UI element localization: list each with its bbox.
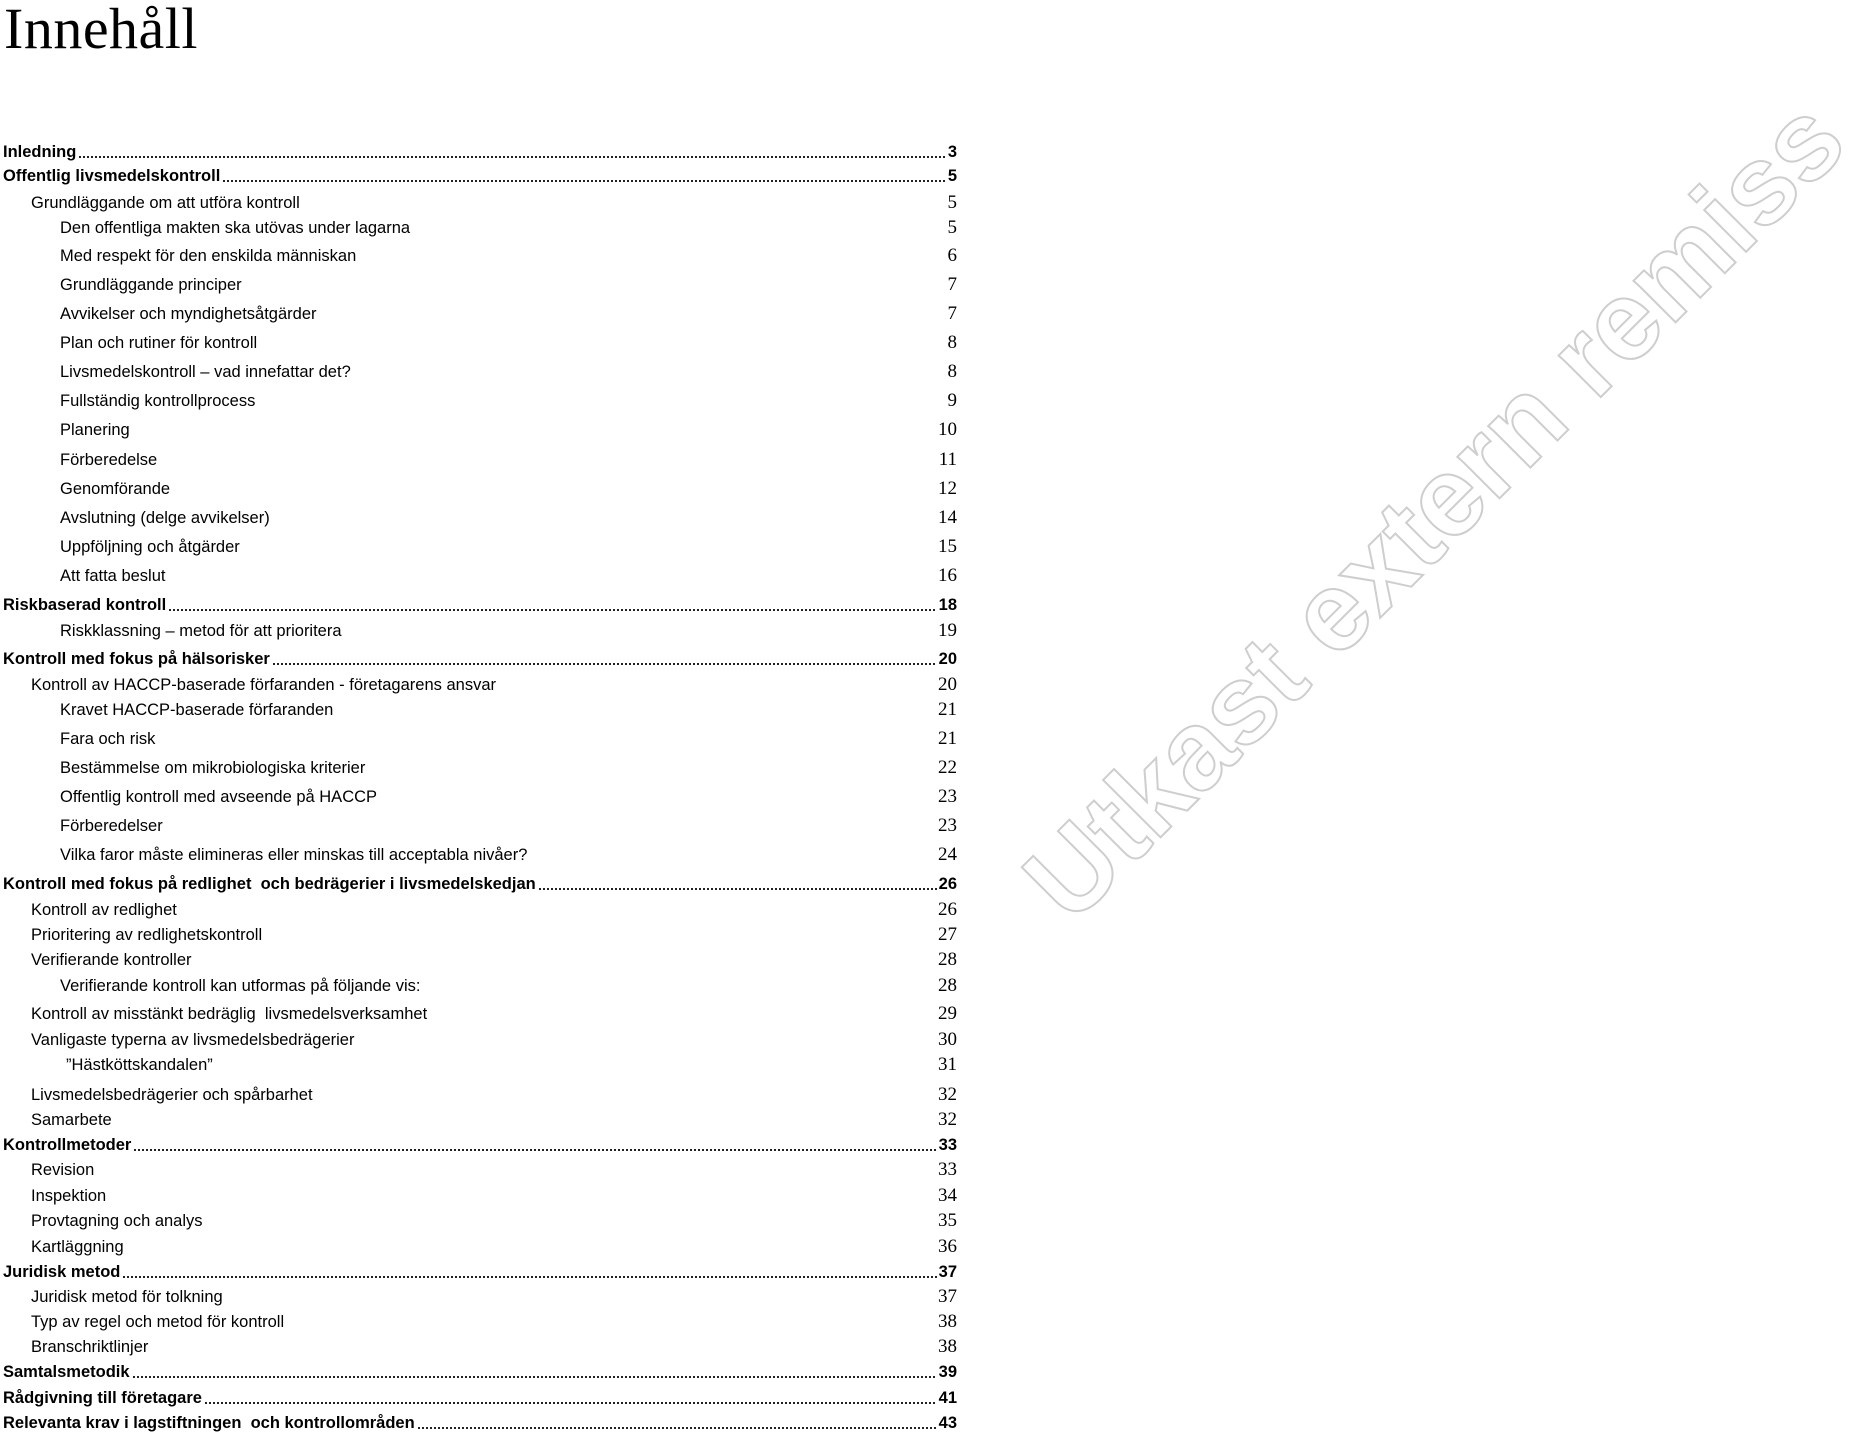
toc-entry[interactable]: [0, 1310, 960, 1334]
toc-entry-title: Prioritering av redlighetskontroll: [31, 926, 263, 944]
toc-entry-page-number: 26: [938, 875, 957, 893]
toc-entry[interactable]: [0, 1028, 960, 1052]
toc-entry[interactable]: [0, 1158, 960, 1182]
toc-entry-page-number: 24: [938, 844, 957, 865]
toc-entry[interactable]: [0, 1260, 960, 1284]
toc-entry-page-number: 12: [938, 478, 957, 499]
toc-entry-page-number: 37: [938, 1263, 957, 1281]
toc-entry-title: Fullständig kontrollprocess: [60, 392, 256, 410]
toc-entry-title: Riskklassning – metod för att prioritera: [60, 622, 342, 640]
toc-entry-title: Juridisk metod: [3, 1263, 121, 1281]
toc-entry-title: Provtagning och analys: [31, 1212, 203, 1230]
toc-entry[interactable]: [0, 843, 960, 867]
dot-leader: [132, 1360, 937, 1384]
toc-entry-page-number: 31: [938, 1054, 957, 1075]
toc-entry-page-number: 33: [938, 1136, 957, 1154]
toc-entry-title: Fara och risk: [60, 730, 156, 748]
toc-entry-title: Kontroll med fokus på redlighet och bedrägerier i livsmedelskedjan: [3, 875, 536, 893]
toc-entry-title: Typ av regel och metod för kontroll: [31, 1313, 285, 1331]
toc-entry-title: Plan och rutiner för kontroll: [60, 334, 258, 352]
toc-entry-title: Offentlig kontroll med avseende på HACCP: [60, 788, 378, 806]
toc-entry-title: Förberedelser: [60, 817, 163, 835]
toc-entry[interactable]: [0, 948, 960, 972]
toc-entry-title: Samarbete: [31, 1111, 112, 1129]
toc-entry-title: Förberedelse: [60, 451, 158, 469]
toc-entry-page-number: 41: [938, 1389, 957, 1407]
toc-entry-title: Avvikelser och myndighetsåtgärder: [60, 305, 317, 323]
toc-entry-page-number: 20: [938, 674, 957, 695]
toc-entry[interactable]: [0, 872, 960, 896]
toc-entry[interactable]: [0, 191, 960, 215]
toc-entry[interactable]: [0, 756, 960, 780]
dot-leader: [538, 872, 937, 896]
toc-entry-title: Relevanta krav i lagstiftningen och kontrollområden: [3, 1414, 415, 1432]
toc-entry-title: Kontroll av redlighet: [31, 901, 177, 919]
toc-entry[interactable]: [0, 418, 960, 442]
toc-entry-page-number: 26: [938, 899, 957, 920]
toc-entry[interactable]: [0, 898, 960, 922]
toc-entry-title: Inledning: [3, 143, 77, 161]
toc-entry-page-number: 21: [938, 728, 957, 749]
toc-entry-title: Med respekt för den enskilda människan: [60, 247, 357, 265]
toc-entry-page-number: 8: [947, 361, 957, 382]
toc-entry-title: Att fatta beslut: [60, 567, 166, 585]
toc-entry-page-number: 28: [938, 975, 957, 996]
draft-watermark: Utkast extern remiss: [1000, 75, 1868, 944]
toc-entry[interactable]: [0, 785, 960, 809]
toc-entry-title: Inspektion: [31, 1187, 107, 1205]
toc-entry-page-number: 37: [938, 1286, 957, 1307]
toc-entry-title: Branschriktlinjer: [31, 1338, 149, 1356]
toc-entry-page-number: 15: [938, 536, 957, 557]
toc-entry-title: Avslutning (delge avvikelser): [60, 509, 270, 527]
toc-entry[interactable]: [0, 140, 960, 164]
toc-entry-page-number: 27: [938, 924, 957, 945]
toc-entry-title: Kontrollmetoder: [3, 1136, 132, 1154]
toc-entry[interactable]: [0, 1002, 960, 1026]
toc-entry[interactable]: [0, 506, 960, 530]
toc-entry-page-number: 33: [938, 1159, 957, 1180]
toc-entry[interactable]: [0, 1209, 960, 1233]
toc-entry-title: Livsmedelskontroll – vad innefattar det?: [60, 363, 351, 381]
toc-entry[interactable]: [0, 593, 960, 617]
toc-entry[interactable]: [0, 1335, 960, 1359]
dot-leader: [122, 1260, 936, 1284]
toc-entry[interactable]: [0, 273, 960, 297]
toc-entry[interactable]: [0, 1053, 960, 1077]
toc-entry-page-number: 5: [947, 217, 957, 238]
toc-entry-title: Rådgivning till företagare: [3, 1389, 202, 1407]
toc-entry-page-number: 32: [938, 1084, 957, 1105]
toc-entry[interactable]: [0, 302, 960, 326]
toc-entry-title: Planering: [60, 421, 130, 439]
toc-entry-page-number: 38: [938, 1336, 957, 1357]
toc-entry-page-number: 7: [947, 274, 957, 295]
toc-entry-title: Livsmedelsbedrägerier och spårbarhet: [31, 1086, 313, 1104]
toc-entry-page-number: 22: [938, 757, 957, 778]
toc-entry-page-number: 38: [938, 1311, 957, 1332]
toc-entry-page-number: 18: [938, 596, 957, 614]
toc-entry-page-number: 30: [938, 1029, 957, 1050]
toc-entry[interactable]: [0, 974, 960, 998]
toc-entry-title: Riskbaserad kontroll: [3, 596, 167, 614]
page-title: Innehåll: [4, 0, 199, 61]
toc-entry[interactable]: [0, 360, 960, 384]
toc-entry-page-number: 9: [947, 390, 957, 411]
toc-entry[interactable]: [0, 1235, 960, 1259]
toc-entry-title: Genomförande: [60, 480, 171, 498]
dot-leader: [272, 647, 937, 671]
toc-entry-title: Samtalsmetodik: [3, 1363, 130, 1381]
toc-entry[interactable]: [0, 216, 960, 240]
toc-entry[interactable]: [0, 923, 960, 947]
toc-entry[interactable]: [0, 164, 960, 188]
toc-entry-page-number: 5: [947, 192, 957, 213]
toc-entry-page-number: 23: [938, 815, 957, 836]
toc-entry-page-number: 43: [938, 1414, 957, 1432]
toc-entry-page-number: 8: [947, 332, 957, 353]
toc-entry-title: Revision: [31, 1161, 95, 1179]
toc-entry-page-number: 7: [947, 303, 957, 324]
toc-entry-title: Verifierande kontroll kan utformas på följande vis:: [60, 977, 421, 995]
toc-entry-page-number: 16: [938, 565, 957, 586]
dot-leader: [417, 1411, 937, 1435]
toc-entry-page-number: 5: [947, 167, 957, 185]
toc-entry-page-number: 14: [938, 507, 957, 528]
toc-entry-page-number: 6: [947, 245, 957, 266]
toc-entry-page-number: 29: [938, 1003, 957, 1024]
toc-entry[interactable]: [0, 698, 960, 722]
dot-leader: [78, 140, 945, 164]
toc-entry-page-number: 32: [938, 1109, 957, 1130]
toc-entry-page-number: 19: [938, 620, 957, 641]
toc-entry[interactable]: [0, 1108, 960, 1132]
toc-entry[interactable]: [0, 1386, 960, 1410]
dot-leader: [168, 593, 936, 617]
toc-entry[interactable]: [0, 727, 960, 751]
toc-entry-title: Grundläggande om att utföra kontroll: [31, 194, 300, 212]
toc-entry[interactable]: [0, 331, 960, 355]
toc-entry[interactable]: [0, 244, 960, 268]
toc-entry-title: Grundläggande principer: [60, 276, 242, 294]
toc-entry-title: Verifierande kontroller: [31, 951, 192, 969]
toc-entry-page-number: 39: [938, 1363, 957, 1381]
toc-entry-title: Kartläggning: [31, 1238, 124, 1256]
toc-entry[interactable]: [0, 647, 960, 671]
toc-entry-page-number: 34: [938, 1185, 957, 1206]
toc-entry-title: Juridisk metod för tolkning: [31, 1288, 223, 1306]
toc-entry-title: Bestämmelse om mikrobiologiska kriterier: [60, 759, 366, 777]
toc-entry-title: Kontroll med fokus på hälsorisker: [3, 650, 270, 668]
toc-entry-title: Vilka faror måste elimineras eller minskas till acceptabla nivåer?: [60, 846, 528, 864]
toc-entry-title: Kontroll av misstänkt bedräglig livsmedelsverksamhet: [31, 1005, 428, 1023]
toc-entry[interactable]: [0, 1133, 960, 1157]
toc-entry[interactable]: [0, 1184, 960, 1208]
toc-entry-page-number: 28: [938, 949, 957, 970]
toc-entry-page-number: 10: [938, 419, 957, 440]
toc-entry-title: Kravet HACCP-baserade förfaranden: [60, 701, 334, 719]
toc-entry-title: Den offentliga makten ska utövas under lagarna: [60, 219, 411, 237]
toc-entry[interactable]: [0, 564, 960, 588]
toc-entry-page-number: 36: [938, 1236, 957, 1257]
toc-entry[interactable]: [0, 1360, 960, 1384]
toc-entry[interactable]: [0, 477, 960, 501]
toc-entry[interactable]: [0, 389, 960, 413]
toc-entry[interactable]: [0, 448, 960, 472]
toc-entry-title: ”Hästköttskandalen”: [66, 1056, 213, 1074]
toc-entry[interactable]: [0, 535, 960, 559]
toc-entry-page-number: 35: [938, 1210, 957, 1231]
dot-leader: [204, 1386, 937, 1410]
toc-entry[interactable]: [0, 1083, 960, 1107]
toc-entry[interactable]: [0, 1285, 960, 1309]
toc-entry-page-number: 3: [947, 143, 957, 161]
toc-entry-page-number: 21: [938, 699, 957, 720]
toc-entry[interactable]: [0, 1411, 960, 1435]
dot-leader: [133, 1133, 936, 1157]
toc-entry-page-number: 11: [938, 449, 957, 470]
toc-entry-title: Vanligaste typerna av livsmedelsbedrägerier: [31, 1031, 355, 1049]
toc-entry-page-number: 20: [938, 650, 957, 668]
toc-entry[interactable]: [0, 619, 960, 643]
toc-entry-page-number: 23: [938, 786, 957, 807]
toc-entry[interactable]: [0, 673, 960, 697]
toc-entry[interactable]: [0, 814, 960, 838]
toc-entry-title: Uppföljning och åtgärder: [60, 538, 240, 556]
toc-entry-title: Offentlig livsmedelskontroll: [3, 167, 221, 185]
toc-entry-title: Kontroll av HACCP-baserade förfaranden - företagarens ansvar: [31, 676, 496, 694]
dot-leader: [222, 164, 946, 188]
